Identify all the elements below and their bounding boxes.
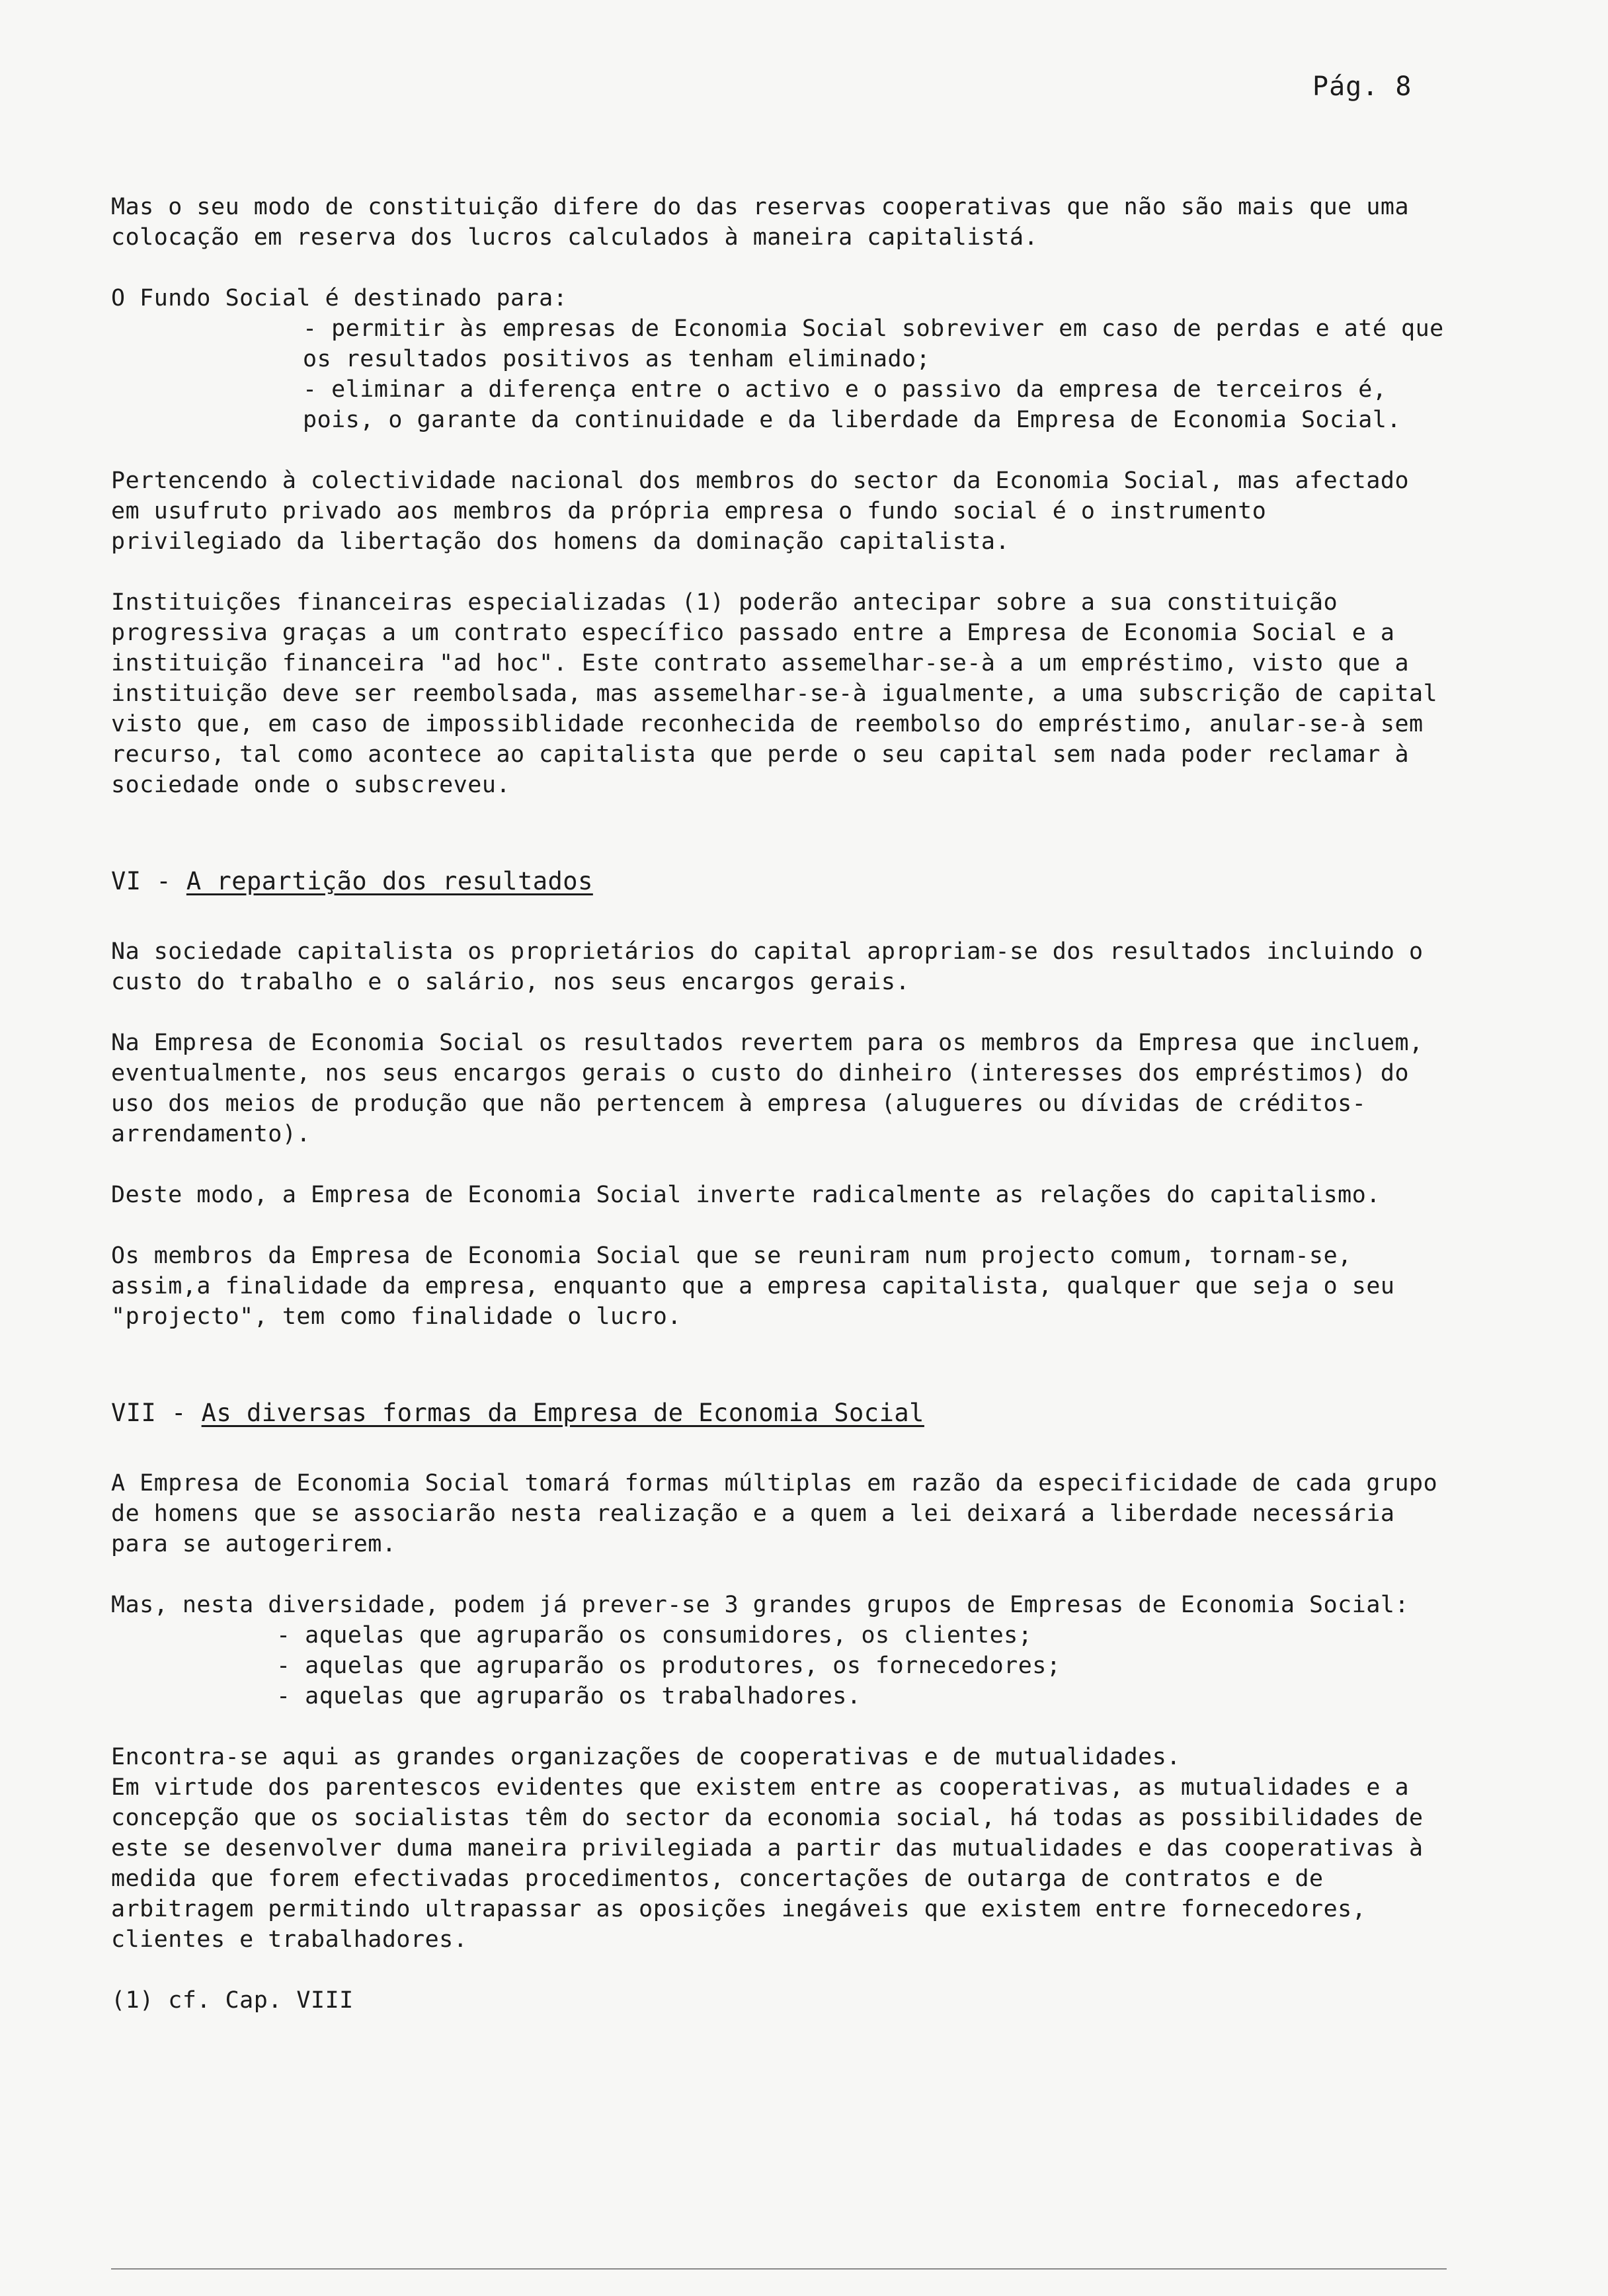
section-number: VI - [111,867,172,895]
document-body [111,192,1459,2046]
list-item: - permitir às empresas de Economia Social sobreviver em caso de perdas e até que os resultados positivos as tenham eliminado; [303,315,1459,372]
paragraph: Em virtude dos parentescos evidentes que existem entre as cooperativas, as mutualidades e a concepção que os socialistas têm do sector da economia social, há todas as possibilidades de este se desenvolver duma maneira privilegiada a partir das mutualidades e das cooperativas à medida que forem efectivadas procedimentos, concertações de outarga de contratos e de arbitragem permitindo ultrapassar as oposições inegáveis que existem entre fornecedores, clientes e trabalhadores. [111,1774,1438,1953]
section-heading [111,1398,1447,1428]
footnote: (1) cf. Cap. VIII [111,1987,354,2014]
footer-rule [111,2268,1447,2270]
paragraph: Instituições financeiras especializadas (1) poderão antecipar sobre a sua constituição progressiva graças a um contrato específico passado entre a Empresa de Economia Social e a instituição financeira "ad hoc". Este contrato assemelhar-se-à a um empréstimo, visto que a instituição deve ser reembolsada, mas assemelhar-se-à igualmente, a uma subscrição de capital visto que, em caso de impossiblidade reconhecida de reembolso do empréstimo, anular-se-à sem recurso, tal como acontece ao capitalista que perde o seu capital sem nada poder reclamar à sociedade onde o subscreveu. [111,589,1452,798]
page-number: Pág. 8 [1312,71,1412,102]
list-item: - aquelas que agruparão os consumidores, os clientes; [276,1622,1033,1649]
paragraph: O Fundo Social é destinado para: [111,285,568,311]
section-heading [111,866,1447,897]
paragraph: Os membros da Empresa de Economia Social que se reuniram num projecto comum, tornam-se, assim,a finalidade da empresa, enquanto que a empresa capitalista, qualquer que seja o seu "projecto", tem como finalidade o lucro. [111,1243,1410,1330]
paragraph: Deste modo, a Empresa de Economia Social inverte radicalmente as relações do capitalismo. [111,1182,1381,1208]
list-item: - eliminar a diferença entre o activo e o passivo da empresa de terceiros é, pois, o garante da continuidade e da liberdade da Empresa de Economia Social. [303,376,1402,433]
paragraph: Na sociedade capitalista os proprietários do capital apropriam-se dos resultados incluindo o custo do trabalho e o salário, nos seus encargos gerais. [111,938,1438,995]
list-item: - aquelas que agruparão os trabalhadores. [276,1683,862,1709]
section-title: A repartição dos resultados [186,867,593,895]
paragraph: Mas o seu modo de constituição difere do das reservas cooperativas que não são mais que uma colocação em reserva dos lucros calculados à maneira capitalistá. [111,194,1424,251]
paragraph: Pertencendo à colectividade nacional dos membros do sector da Economia Social, mas afectado em usufruto privado aos membros da própria empresa o fundo social é o instrumento privilegiado da libertação dos homens da dominação capitalista. [111,468,1424,555]
paragraph: A Empresa de Economia Social tomará formas múltiplas em razão da especificidade de cada grupo de homens que se associarão nesta realização e a quem a lei deixará a liberdade necessária para se autogerirem. [111,1470,1452,1557]
list-item: - aquelas que agruparão os produtores, os fornecedores; [276,1653,1061,1679]
paragraph: Mas, nesta diversidade, podem já prever-se 3 grandes grupos de Empresas de Economia Social: [111,1592,1410,1618]
paragraph: Encontra-se aqui as grandes organizações de cooperativas e de mutualidades. [111,1744,1181,1770]
section-title: As diversas formas da Empresa de Economia Social [201,1399,924,1427]
paragraph: Na Empresa de Economia Social os resultados revertem para os membros da Empresa que incluem, eventualmente, nos seus encargos gerais o custo do dinheiro (interesses dos empréstimos) do uso dos meios de produção que não pertencem à empresa (alugueres ou dívidas de créditos-arrendamento). [111,1030,1438,1147]
section-number: VII - [111,1399,186,1427]
